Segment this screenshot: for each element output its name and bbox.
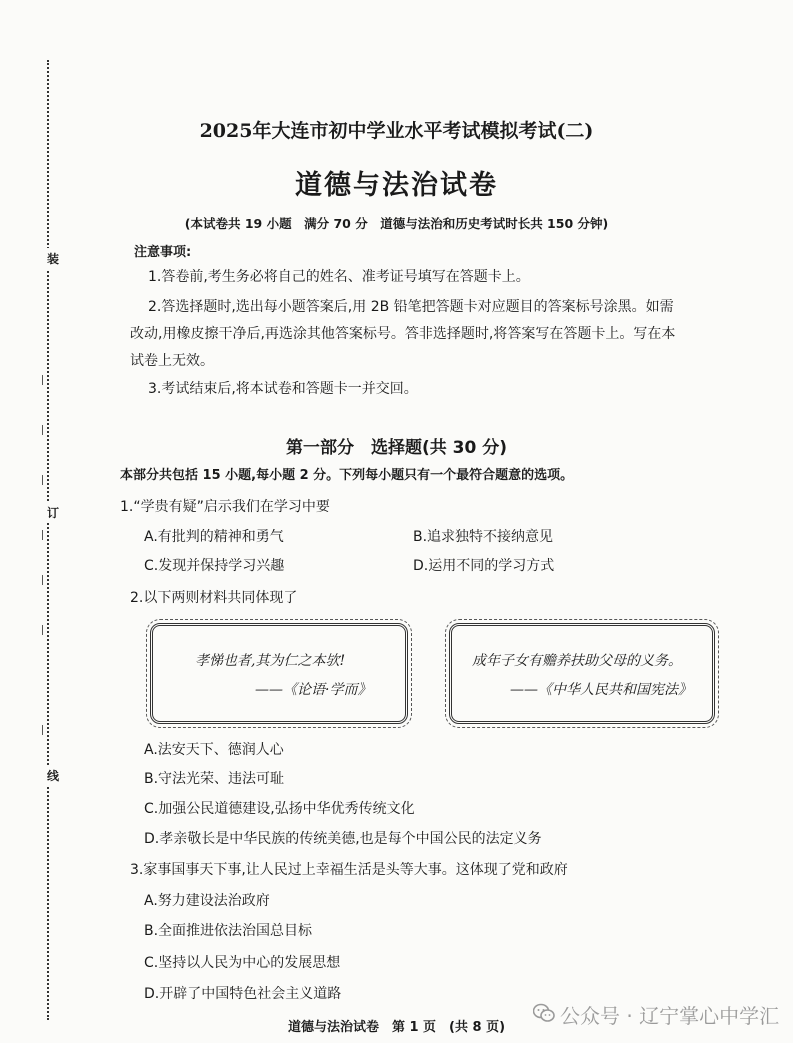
question-1-stem: 1.“学贵有疑”启示我们在学习中要 [120,499,330,515]
binding-label-xian: 线 [47,765,59,786]
question-2-stem: 2.以下两则材料共同体现了 [130,590,298,606]
question-3-option-a: A.努力建设法治政府 [144,893,270,909]
material-1-source: ——《论语·学而》 [255,682,372,698]
binding-dotted-line [47,60,49,1020]
question-3-option-c: C.坚持以人民为中心的发展思想 [144,955,341,971]
binding-tick-mark [42,375,51,385]
question-1-option-b: B.追求独特不接纳意见 [413,529,554,545]
binding-tick-mark [42,475,51,485]
notice-item-2-line-2: 改动,用橡皮擦干净后,再选涂其他答案标号。答非选择题时,将答案写在答题卡上。写在本 [130,326,676,342]
question-1-option-a: A.有批判的精神和勇气 [144,529,284,545]
material-2-source: ——《中华人民共和国宪法》 [510,682,692,698]
wechat-icon [533,1003,555,1023]
watermark-text: 公众号 · 辽宁掌心中学汇 [560,1004,780,1028]
question-1-option-d: D.运用不同的学习方式 [413,558,555,574]
binding-tick-mark [42,625,51,635]
page-footer: 道德与法治试卷 第 1 页 (共 8 页) [287,1020,506,1035]
material-2-frame [449,623,715,724]
notice-item-1: 1.答卷前,考生务必将自己的姓名、准考证号填写在答题卡上。 [148,269,530,285]
question-2-option-c: C.加强公民道德建设,弘扬中华优秀传统文化 [144,801,415,817]
subject-title: 道德与法治试卷 [295,170,498,201]
exam-title: 2025年大连市初中学业水平考试模拟考试(二) [199,120,594,142]
notice-item-2-line-3: 试卷上无效。 [130,353,214,369]
binding-tick-mark [42,530,51,540]
material-2-quote: 成年子女有赡养扶助父母的义务。 [472,653,682,669]
question-3-option-d: D.开辟了中国特色社会主义道路 [144,986,342,1002]
question-2-option-b: B.守法光荣、违法可耻 [144,771,285,787]
binding-label-zhuang: 装 [47,248,59,269]
notice-item-3: 3.考试结束后,将本试卷和答题卡一并交回。 [148,381,418,397]
binding-tick-mark [42,725,51,735]
question-1-option-c: C.发现并保持学习兴趣 [144,558,285,574]
notice-item-2-line-1: 2.答选择题时,选出每小题答案后,用 2B 铅笔把答题卡对应题目的答案标号涂黑。如需 [148,299,674,315]
question-2-option-d: D.孝亲敬长是中华民族的传统美德,也是每个中国公民的法定义务 [144,831,542,847]
exam-info: (本试卷共 19 小题 满分 70 分 道德与法治和历史考试时长共 150 分钟) [184,216,609,231]
material-1-frame [150,623,408,724]
binding-label-ding: 订 [47,502,59,523]
part-one-description: 本部分共包括 15 小题,每小题 2 分。下列每小题只有一个最符合题意的选项。 [120,468,574,483]
material-1-quote: 孝悌也者,其为仁之本欤! [195,653,346,669]
part-one-heading: 第一部分 选择题(共 30 分) [285,438,508,458]
question-3-option-b: B.全面推进依法治国总目标 [144,923,313,939]
notice-heading: 注意事项: [134,245,192,260]
binding-tick-mark [42,575,51,585]
question-2-option-a: A.法安天下、德润人心 [144,742,284,758]
question-3-stem: 3.家事国事天下事,让人民过上幸福生活是头等大事。这体现了党和政府 [130,862,568,878]
